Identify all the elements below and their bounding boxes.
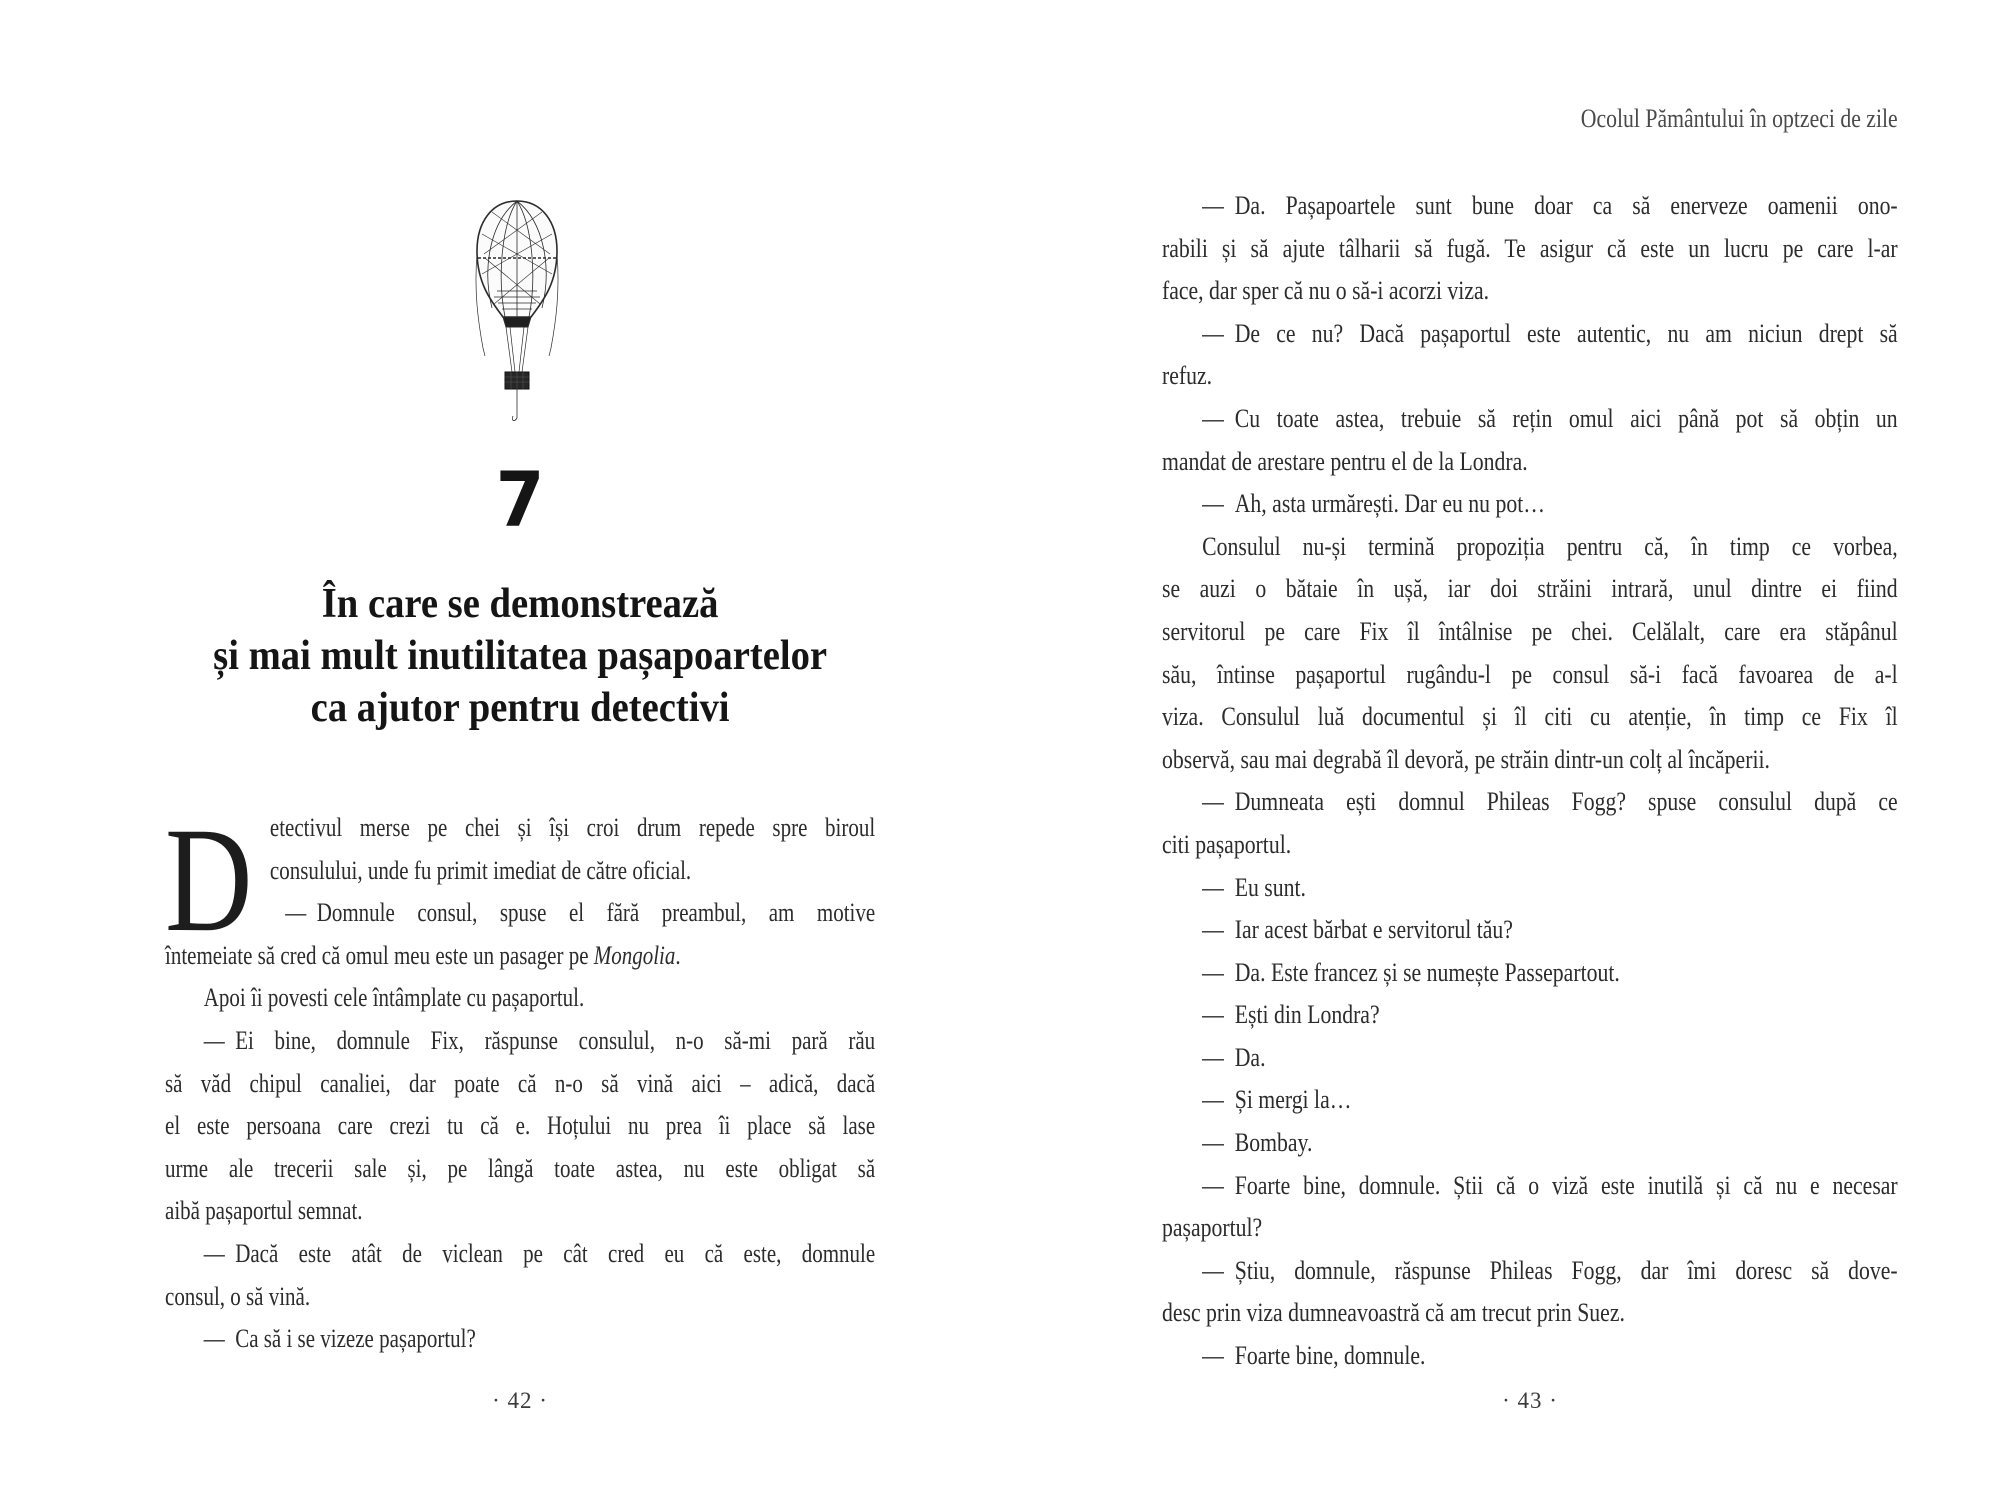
text-segment: — Dacă este atât de viclean pe cât cred eu că este, domnule xyxy=(203,1238,876,1268)
chapter-title-line: ca ajutor pentru detectivi xyxy=(310,685,730,731)
body-line xyxy=(1162,739,1898,782)
text-segment: întemeiate să cred că omul meu este un pasager pe xyxy=(165,940,594,970)
text-segment: Consulul nu-și termină propoziția pentru că, în timp ce vorbea, xyxy=(1202,531,1898,561)
text-segment: Apoi îi povesti cele întâmplate cu pașaportul. xyxy=(203,983,585,1013)
text-segment: — Ca să i se vizeze pașaportul? xyxy=(203,1324,476,1354)
text-segment: face, dar sper că nu o să-i acorzi viza. xyxy=(1162,276,1490,306)
body-line xyxy=(165,1276,875,1319)
body-line xyxy=(1162,568,1898,611)
text-segment: servitorul pe care Fix îl întâlnise pe chei. Celălalt, care era stăpânul xyxy=(1162,616,1898,646)
text-segment: — Știu, domnule, răspunse Phileas Fogg, dar îmi doresc să dove- xyxy=(1202,1255,1898,1285)
chapter-title-line: În care se demonstrează xyxy=(321,581,719,627)
running-header: Ocolul Pământului în optzeci de zile xyxy=(1580,104,1898,133)
body-line xyxy=(165,1020,875,1063)
text-segment: citi pașaportul. xyxy=(1162,829,1292,859)
text-segment: — Bombay. xyxy=(1202,1128,1313,1158)
text-segment: — Ești din Londra? xyxy=(1202,1000,1380,1030)
body-line xyxy=(165,1063,875,1106)
body-line xyxy=(1162,1165,1898,1208)
body-line xyxy=(1162,1250,1898,1293)
text-segment: să văd chipul canaliei, dar poate că n-o să vină aici – adică, dacă xyxy=(165,1068,876,1098)
body-line xyxy=(1162,483,1898,526)
body-line xyxy=(1162,526,1898,569)
body-line xyxy=(1162,867,1898,910)
body-line xyxy=(165,850,875,893)
chapter-title-line: și mai mult inutilitatea pașapoartelor xyxy=(213,633,828,679)
body-line xyxy=(1162,313,1898,356)
text-segment: mandat de arestare pentru el de la Londra. xyxy=(1162,446,1528,476)
page-number-left: · 42 · xyxy=(492,1388,548,1413)
text-segment: — Eu sunt. xyxy=(1202,872,1306,902)
body-line xyxy=(1162,1207,1898,1250)
chapter-title xyxy=(165,578,875,734)
body-line xyxy=(1162,270,1898,313)
right-page-body-text xyxy=(1162,185,1898,1378)
text-segment: urme ale trecerii sale și, pe lângă toate astea, nu este obligat să xyxy=(165,1153,876,1183)
left-page-body-text xyxy=(165,797,876,1361)
body-line xyxy=(165,892,875,935)
body-line xyxy=(165,1318,875,1361)
chapter-number: 7 xyxy=(495,455,545,544)
text-segment: — Da. Este francez și se numește Passepartout. xyxy=(1202,957,1620,987)
text-segment: aibă pașaportul semnat. xyxy=(165,1196,363,1226)
body-line xyxy=(165,807,875,850)
body-line xyxy=(165,1105,875,1148)
body-line xyxy=(165,1190,875,1233)
body-line xyxy=(1162,1037,1898,1080)
text-segment: — Foarte bine, domnule. xyxy=(1202,1341,1426,1371)
text-segment: — De ce nu? Dacă pașaportul este autentic, nu am niciun drept să xyxy=(1202,318,1898,348)
body-line xyxy=(1162,1292,1898,1335)
text-segment: — Domnule consul, spuse el fără preambul, am motive xyxy=(285,898,876,928)
text-segment: — Da. Pașapoartele sunt bune doar ca să enerveze oamenii ono- xyxy=(1202,191,1898,220)
text-segment: rabili și să ajute tâlharii să fugă. Te asigur că este un lucru pe care l-ar xyxy=(1162,233,1898,263)
body-line xyxy=(1162,994,1898,1037)
body-line xyxy=(1162,611,1898,654)
body-line xyxy=(1162,654,1898,697)
body-line xyxy=(1162,185,1898,228)
drop-cap: D xyxy=(165,797,253,963)
body-line xyxy=(1162,398,1898,441)
body-line xyxy=(1162,355,1898,398)
body-line xyxy=(165,935,875,978)
text-segment: etectivul merse pe chei și își croi drum repede spre biroul xyxy=(269,813,876,842)
body-line xyxy=(1162,1335,1898,1378)
body-line xyxy=(1162,1122,1898,1165)
text-segment: — Ah, asta urmărești. Dar eu nu pot… xyxy=(1202,489,1545,519)
text-segment: se auzi o bătaie în ușă, iar doi străini intrară, unul dintre ei fiind xyxy=(1162,574,1898,604)
body-line xyxy=(1162,228,1898,271)
body-line xyxy=(1162,824,1898,867)
text-segment: — Ei bine, domnule Fix, răspunse consulul, n-o să-mi pară rău xyxy=(203,1025,876,1055)
text-segment: — Iar acest bărbat e servitorul tău? xyxy=(1202,915,1513,945)
text-segment: său, întinse pașaportul rugându-l pe consul să-i facă favoarea de a-l xyxy=(1162,659,1898,689)
hot-air-balloon-illustration xyxy=(452,196,582,426)
text-segment: . xyxy=(675,940,681,970)
text-segment: — Da. xyxy=(1202,1042,1266,1072)
text-segment: pașaportul? xyxy=(1162,1213,1263,1243)
italic-text: Mongolia xyxy=(593,940,676,970)
body-line xyxy=(1162,696,1898,739)
text-segment: observă, sau mai degrabă îl devoră, pe străin dintr-un colț al încăperii. xyxy=(1162,744,1770,774)
text-segment: — Cu toate astea, trebuie să rețin omul aici până pot să obțin un xyxy=(1202,403,1898,433)
body-line xyxy=(165,1233,875,1276)
body-line xyxy=(165,1148,875,1191)
text-segment: consulului, unde fu primit imediat de către oficial. xyxy=(269,855,692,885)
body-line xyxy=(1162,1079,1898,1122)
text-segment: refuz. xyxy=(1162,361,1213,391)
body-line xyxy=(1162,781,1898,824)
text-segment: el este persoana care crezi tu că e. Hoțului nu prea îi place să lase xyxy=(165,1111,876,1141)
body-line xyxy=(165,977,875,1020)
text-segment: — Dumneata ești domnul Phileas Fogg? spuse consulul după ce xyxy=(1202,787,1898,817)
text-segment: — Foarte bine, domnule. Știi că o viză este inutilă și că nu e necesar xyxy=(1202,1170,1898,1200)
text-segment: desc prin viza dumneavoastră că am trecut prin Suez. xyxy=(1162,1298,1625,1328)
text-segment: consul, o să vină. xyxy=(165,1281,311,1311)
text-segment: — Și mergi la… xyxy=(1202,1085,1352,1115)
body-line xyxy=(1162,441,1898,484)
page-number-right: · 43 · xyxy=(1502,1388,1558,1413)
text-segment: viza. Consulul luă documentul și îl citi cu atenție, în timp ce Fix îl xyxy=(1162,702,1898,732)
body-line xyxy=(1162,952,1898,995)
body-line xyxy=(1162,909,1898,952)
